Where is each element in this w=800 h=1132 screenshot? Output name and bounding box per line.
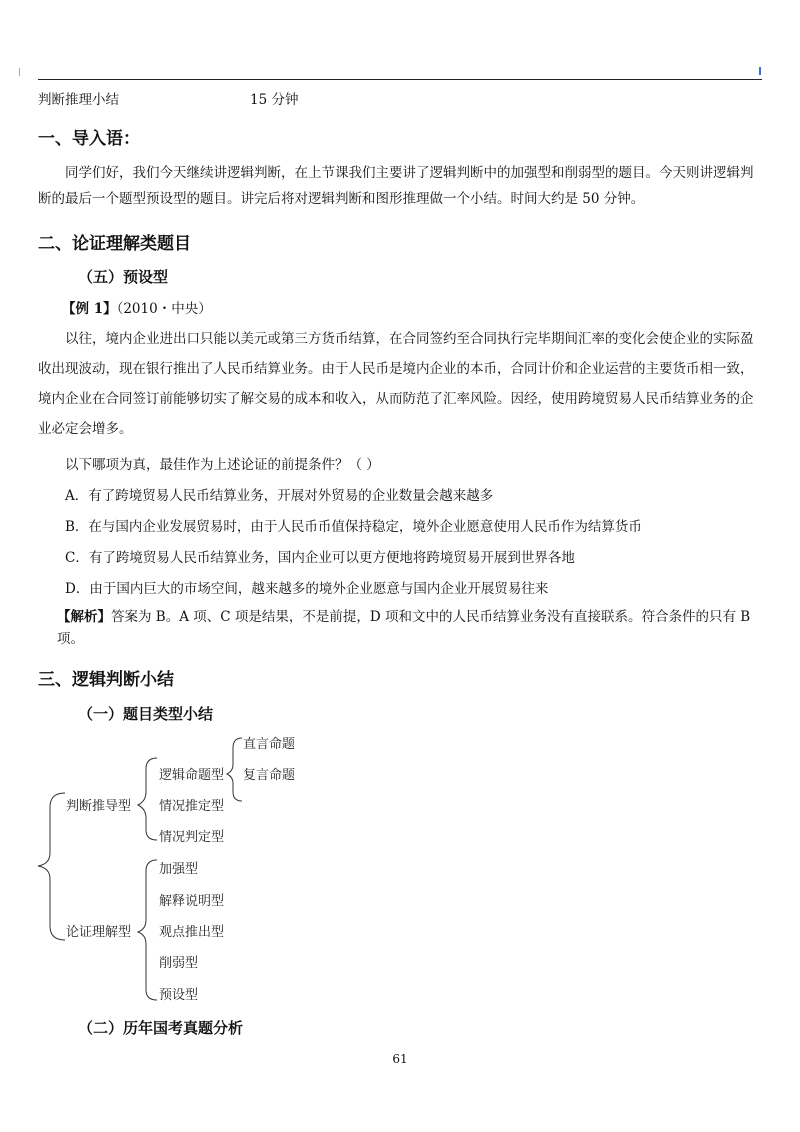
analysis-text: 答案为 B。A 项、C 项是结果，不是前提，D 项和文中的人民币结算业务没有直接联系。符合条件的只有 B 项。 xyxy=(57,609,751,647)
root-brace xyxy=(38,793,65,940)
analysis xyxy=(57,606,762,650)
branch2-label: 论证理解型 xyxy=(66,925,132,940)
branch2-child: 预设型 xyxy=(159,988,199,1003)
header-title: 判断推理小结 xyxy=(38,92,119,108)
section3-heading: 三、逻辑判断小结 xyxy=(38,670,174,690)
type-tree-diagram xyxy=(0,730,800,1010)
logic-brace xyxy=(227,738,242,801)
header-corner-mark-right xyxy=(759,67,761,75)
branch1-child: 情况判定型 xyxy=(159,830,225,845)
branch1-child: 逻辑命题型 xyxy=(159,768,225,783)
logic-child: 复言命题 xyxy=(243,768,296,783)
example-source: （2010・中央） xyxy=(116,301,212,317)
header-duration: 15 分钟 xyxy=(250,92,299,108)
example-label: 【例 1】 xyxy=(62,301,117,317)
example-header xyxy=(62,297,212,317)
option-b: B．在与国内企业发展贸易时，由于人民币币值保持稳定，境外企业愿意使用人民币作为结算货币 xyxy=(65,519,642,535)
section2-heading: 二、论证理解类题目 xyxy=(38,234,191,254)
logic-child: 直言命题 xyxy=(243,737,296,752)
example-passage: 以往，境内企业进出口只能以美元或第三方货币结算，在合同签约至合同执行完毕期间汇率的变化会使企业的实际盈收出现波动，现在银行推出了人民币结算业务。由于人民币是境内企业的本币，合同计价和企业运营的主要货币相一致，境内企业在合同签订前能够切实了解交易的成本和收入，从而防范了汇率风险。因经，使用跨境贸易人民币结算业务的企业必定会增多。 xyxy=(38,331,754,437)
example-question: 以下哪项为真，最佳作为上述论证的前提条件？（ ） xyxy=(65,457,380,473)
section2-subheading: （五）预设型 xyxy=(78,268,169,286)
section1-paragraph: 同学们好，我们今天继续讲逻辑判断，在上节课我们主要讲了逻辑判断中的加强型和削弱型的题目。今天则讲逻辑判断的最后一个题型预设型的题目。讲完后将对逻辑判断和图形推理做一个小结。时间大约是 50 分钟。 xyxy=(38,165,754,207)
section3-sub1: （一）题目类型小结 xyxy=(78,705,214,723)
branch1-label: 判断推导型 xyxy=(66,799,132,814)
section3-sub2: （二）历年国考真题分析 xyxy=(78,1019,244,1037)
branch2-child: 解释说明型 xyxy=(159,894,225,909)
option-a: A．有了跨境贸易人民币结算业务，开展对外贸易的企业数量会越来越多 xyxy=(65,488,494,504)
branch1-brace xyxy=(138,758,157,840)
branch2-brace xyxy=(138,860,157,1000)
header-corner-mark-left xyxy=(19,68,20,76)
option-c: C．有了跨境贸易人民币结算业务，国内企业可以更方便地将跨境贸易开展到世界各地 xyxy=(65,550,575,566)
header-rule xyxy=(38,79,762,80)
branch1-child: 情况推定型 xyxy=(159,799,225,814)
page-number: 61 xyxy=(392,1052,408,1066)
option-d: D．由于国内巨大的市场空间，越来越多的境外企业愿意与国内企业开展贸易往来 xyxy=(65,581,549,597)
branch2-child: 加强型 xyxy=(159,862,199,877)
analysis-label: 【解析】 xyxy=(57,609,111,625)
branch2-child: 削弱型 xyxy=(159,956,199,971)
section1-heading: 一、导入语： xyxy=(38,129,140,149)
branch2-child: 观点推出型 xyxy=(159,925,225,940)
